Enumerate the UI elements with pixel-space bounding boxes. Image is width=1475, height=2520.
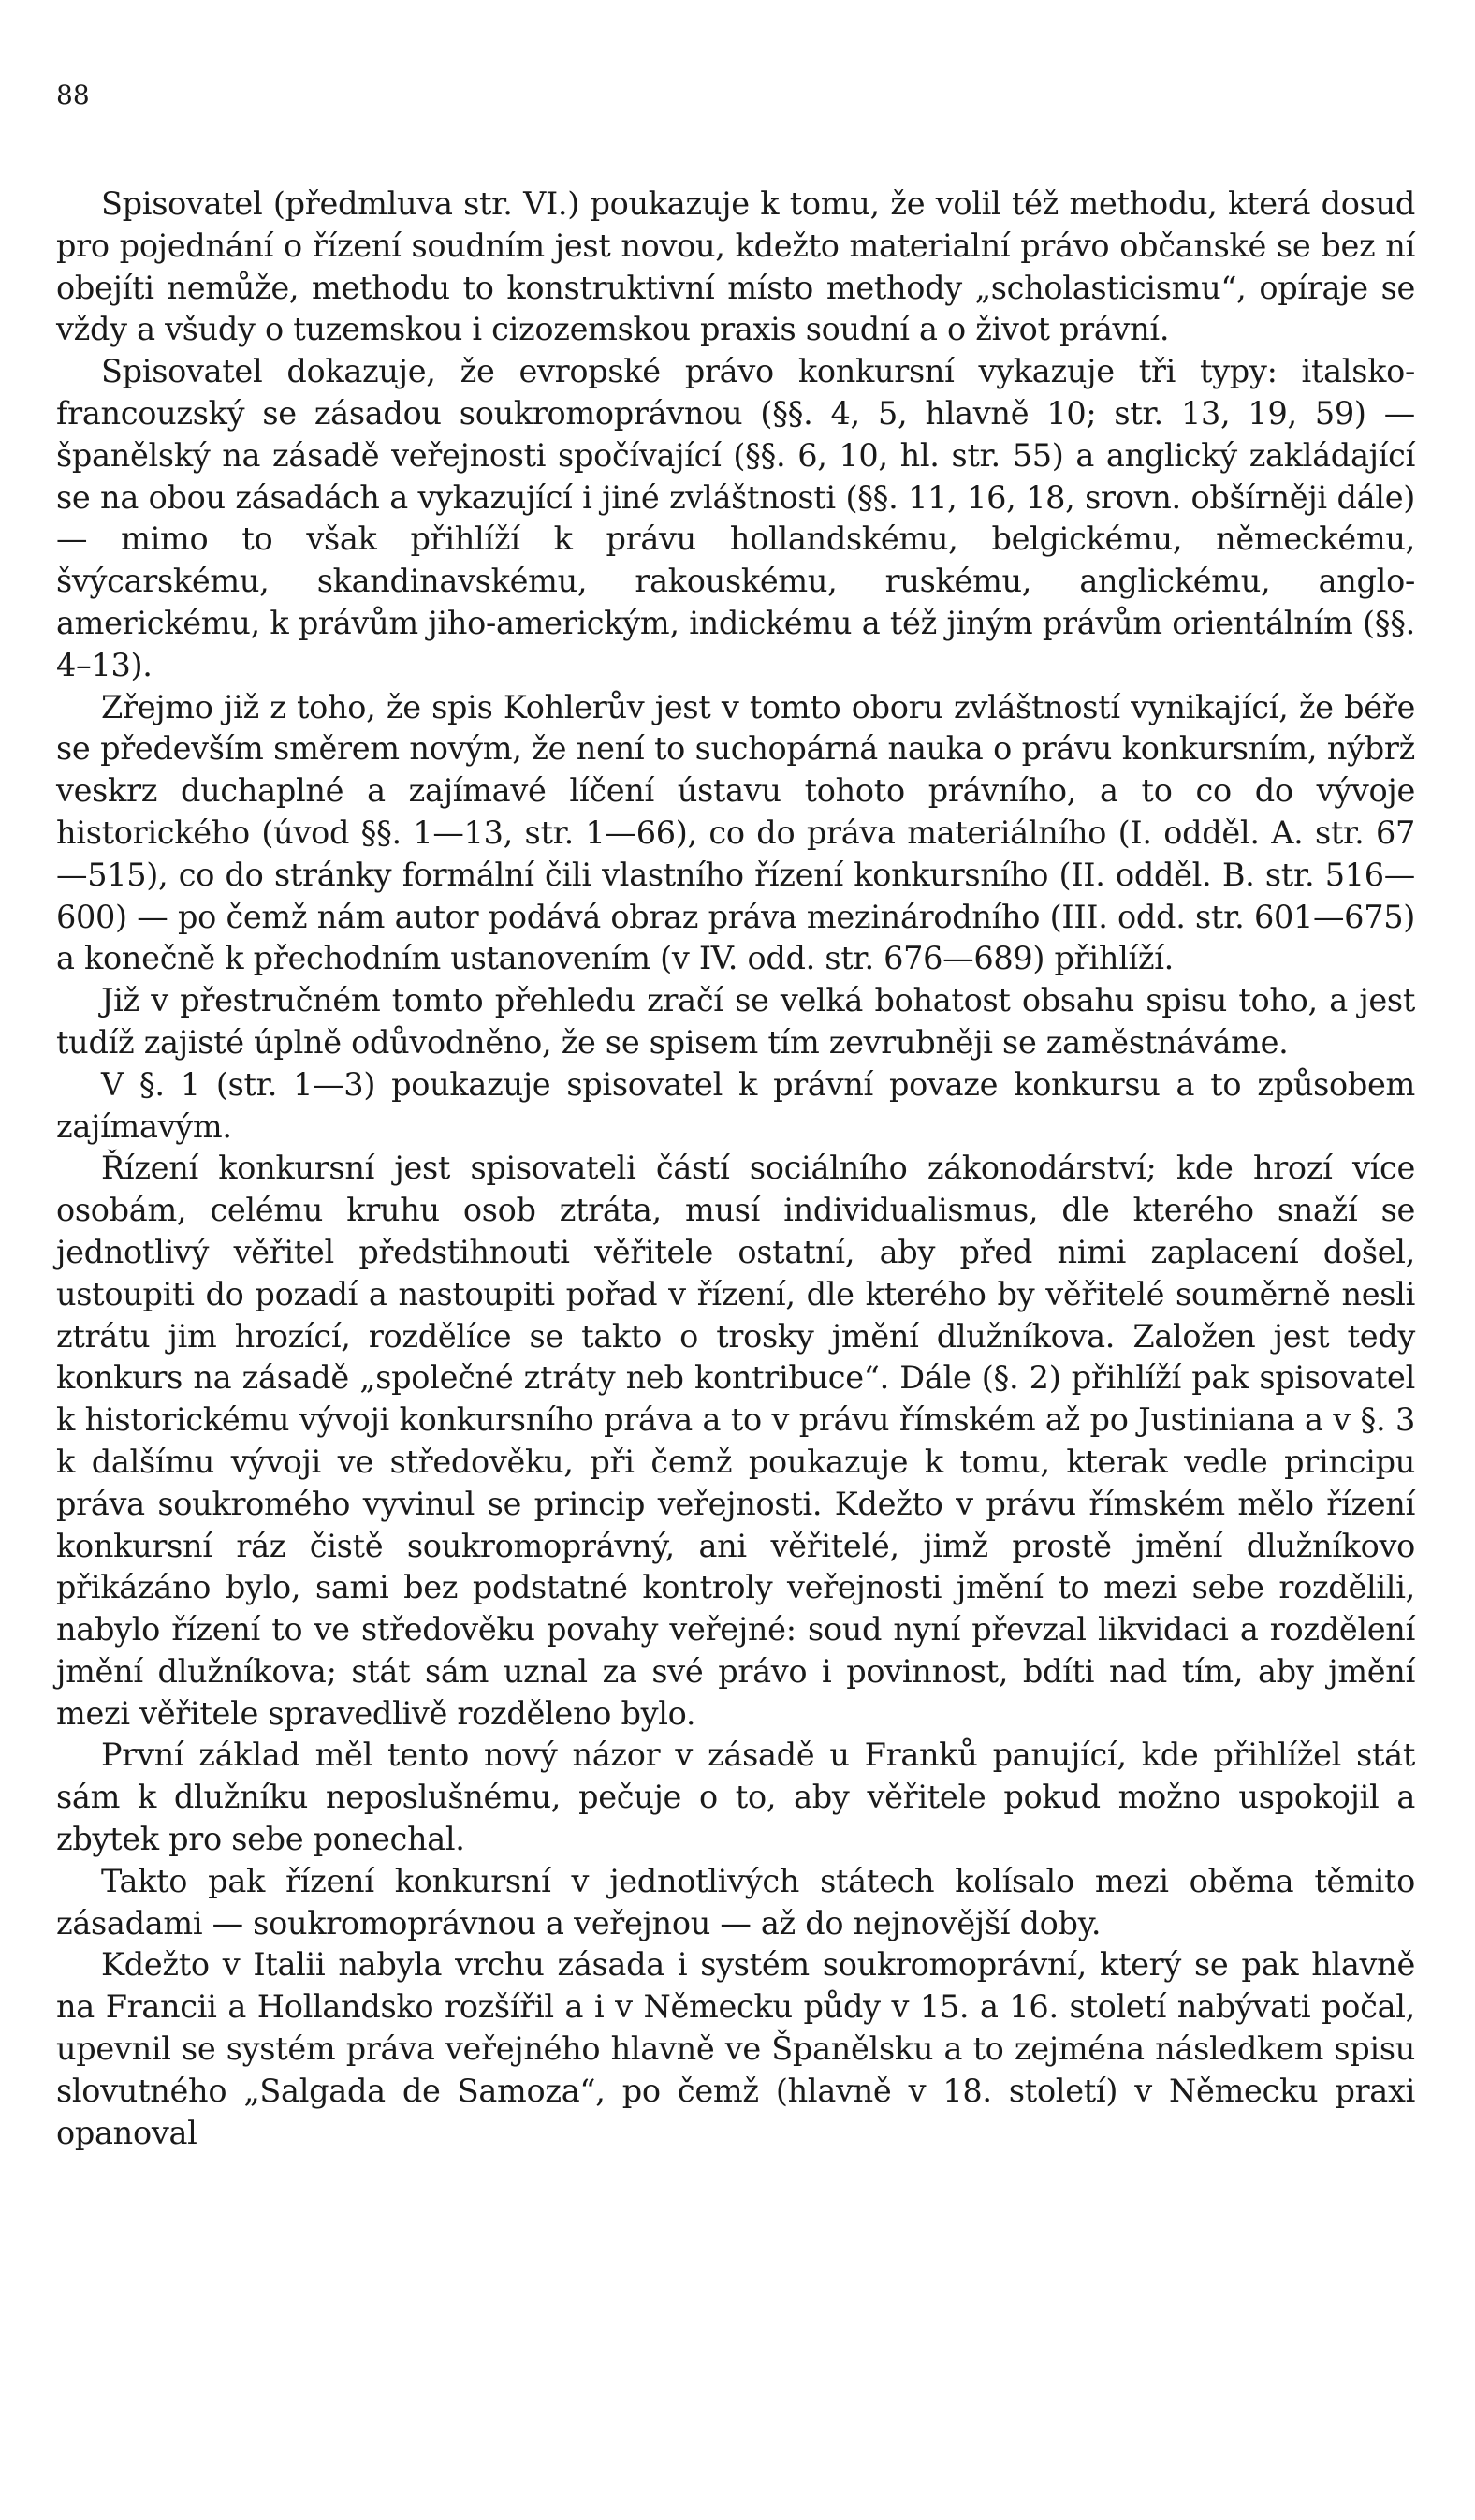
paragraph-method: Spisovatel (předmluva str. VI.) poukazuje k tomu, že volil též methodu, která dosud pro pojednání o řízení soudním jest novou, kdežto materialní právo občanské se bez ní obejíti nemůže, methodu to konstruktivní místo methody „scholasticismu“, opíraje se vždy a všudy o tuzemskou i cizozemskou praxis soudní a o život právní. [56, 185, 1415, 348]
paragraph-franks: První základ měl tento nový názor v zásadě u Franků panující, kde přihlížel stát sám k dlužníku neposlušnému, pečuje o to, aby věřitele pokud možno uspokojil a zbytek pro sebe ponechal. [56, 1736, 1415, 1858]
paragraph-social-legislation: Řízení konkursní jest spisovateli částí sociálního zákonodárství; kde hrozí více osobám, celému kruhu osob ztráta, musí individualismus, dle kterého snaží se jednotlivý věřitel předstihnouti věřitele ostatní, aby před nimi zaplacení došel, ustoupiti do pozadí a nastoupiti pořad v řízení, dle kterého by věřitelé souměrně nesli ztrátu jim hrozící, rozdělíce se takto o trosky jmění dlužníkova. Založen jest tedy konkurs na zásadě „společné ztráty neb kontribuce“. Dále (§. 2) přihlíží pak spisovatel k historickému vývoji konkursního práva a to v právu římském až po Justiniana a v §. 3 k dalšímu vývoji ve středověku, při čemž poukazuje k tomu, kterak vedle principu práva soukromého vyvinul se princip veřejnosti. Kdežto v právu římském mělo řízení konkursní ráz čistě soukromoprávný, ani věřitelé, jimž prostě jmění dlužníkovo přikázáno bylo, sami bez podstatné kontroly veřejnosti jmění to mezi sebe rozdělili, nabylo řízení to ve středověku povahy veřejné: soud nyní převzal likvidaci a rozdělení jmění dlužníkova; stát sám uznal za své právo i povinnost, bdíti nad tím, aby jmění mezi věřitele spravedlivě rozděleno bylo. [56, 1150, 1415, 1732]
paragraph-richness: Již v přestručném tomto přehledu zračí se velká bohatost obsahu spisu toho, a jest tudíž zajisté úplně odůvodněno, že se spisem tím zevrubněji se zaměstnáváme. [56, 982, 1415, 1061]
page-number: 88 [56, 80, 90, 110]
paragraph-oscillation: Takto pak řízení konkursní v jednotlivých státech kolísalo mezi oběma těmito zásadami — soukromoprávnou a veřejnou — až do nejnovější doby. [56, 1862, 1415, 1941]
paragraph-kohler-work: Zřejmo již z toho, že spis Kohlerův jest v tomto oboru zvláštností vynikající, že béře se především směrem novým, že není to suchopárná nauka o právu konkursním, nýbrž veskrz duchaplné a zajímavé líčení ústavu tohoto právního, a to co do vývoje historického (úvod §§. 1—13, str. 1—66), co do práva materiálního (I. odděl. A. str. 67—515), co do stránky formální čili vlastního řízení konkursního (II. odděl. B. str. 516—600) — po čemž nám autor podává obraz práva mezinárodního (III. odd. str. 601—675) a konečně k přechodním ustanovením (v IV. odd. str. 676—689) přihlíží. [56, 688, 1415, 977]
body-text [56, 183, 1415, 2154]
paragraph-european-types: Spisovatel dokazuje, že evropské právo konkursní vykazuje tři typy: italsko-francouzský se zásadou soukromoprávnou (§§. 4, 5, hlavně 10; str. 13, 19, 59) — španělský na zásadě veřejnosti spočívající (§§. 6, 10, hl. str. 55) a anglický zakládající se na obou zásadách a vykazující i jiné zvláštnosti (§§. 11, 16, 18, srovn. obšírněji dále) — mimo to však přihlíží k právu hollandskému, belgickému, německému, švýcarskému, skandinavskému, rakouskému, ruskému, anglickému, anglo-americkému, k právům jiho-americkým, indickému a též jiným právům orientálním (§§. 4–13). [56, 353, 1415, 683]
paragraph-italy-spain: Kdežto v Italii nabyla vrchu zásada i systém soukromoprávní, který se pak hlavně na Francii a Hollandsko rozšířil a i v Německu půdy v 15. a 16. století nabývati počal, upevnil se systém práva veřejného hlavně ve Španělsku a to zejména následkem spisu slovutného „Salgada de Samoza“, po čemž (hlavně v 18. století) v Německu praxi opanoval [56, 1946, 1415, 2151]
paragraph-section-1: V §. 1 (str. 1—3) poukazuje spisovatel k právní povaze konkursu a to způsobem zajímavým. [56, 1065, 1415, 1145]
